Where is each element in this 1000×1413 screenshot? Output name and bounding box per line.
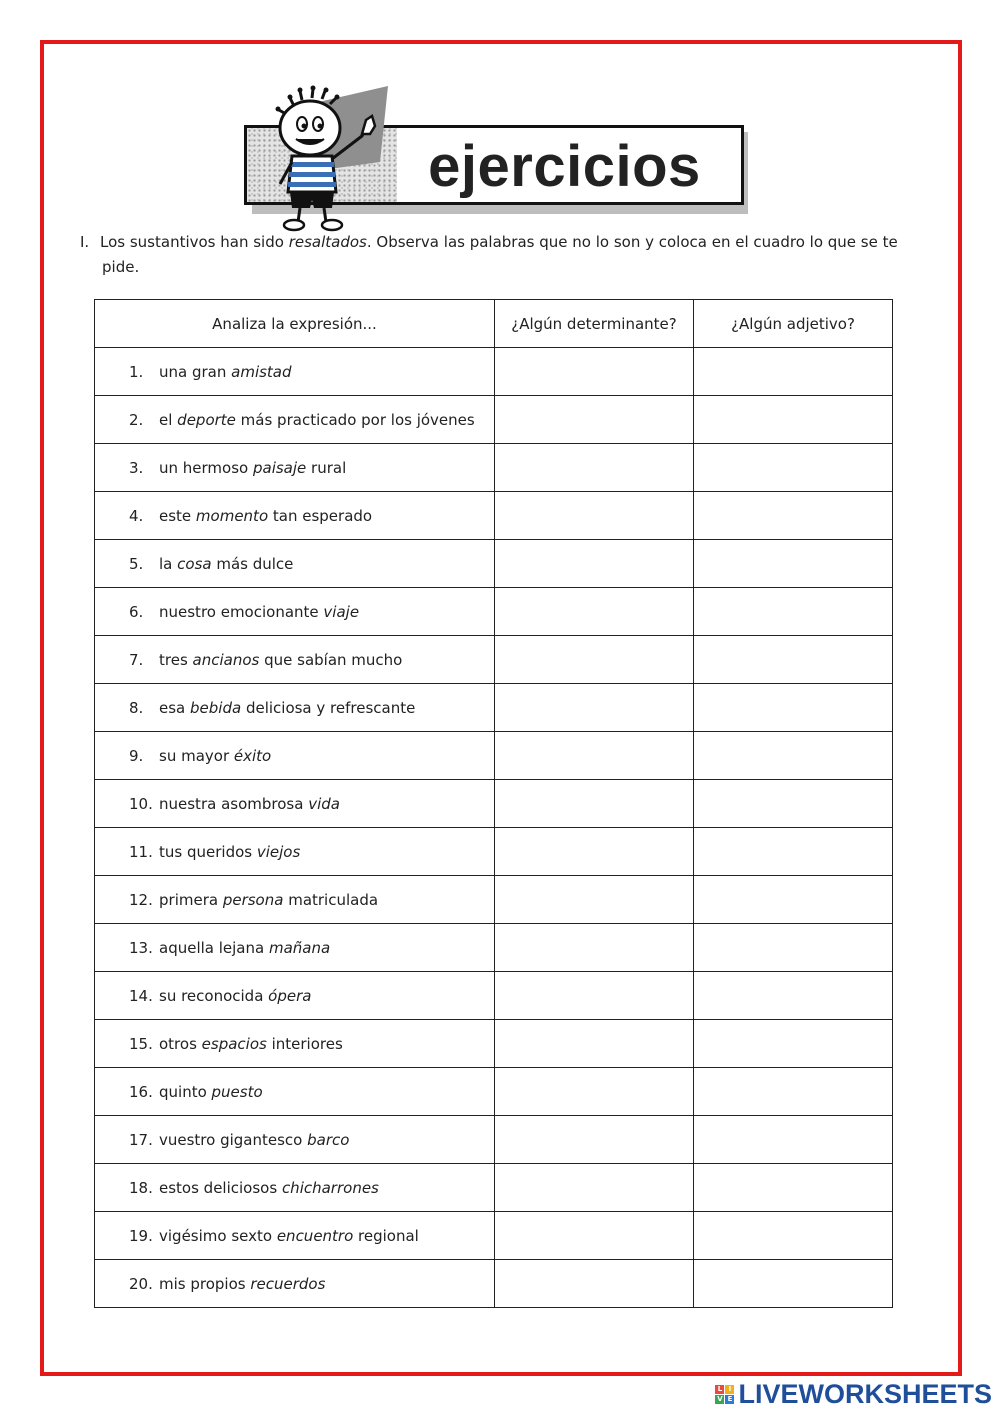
expression-pre: nuestra asombrosa [159,794,309,813]
expression-cell [95,1068,495,1116]
header-expression: Analiza la expresión... [95,300,495,348]
expression-cell [95,444,495,492]
table-row [95,1164,893,1212]
expression-cell [95,1164,495,1212]
expression-pre: tus queridos [159,842,257,861]
expression-cell [95,1020,495,1068]
table-row [95,492,893,540]
expression-post: más practicado por los jóvenes [235,410,475,429]
expression-pre: esa [159,698,191,717]
row-number: 1. [129,362,144,381]
table-row [95,540,893,588]
adjective-answer-cell[interactable] [694,1212,893,1260]
row-number: 14. [129,986,153,1005]
determiner-answer-cell[interactable] [495,732,694,780]
expression-post: más dulce [211,554,294,573]
table-row [95,972,893,1020]
determiner-answer-cell[interactable] [495,1164,694,1212]
adjective-answer-cell[interactable] [694,684,893,732]
expression-cell [95,492,495,540]
expression-post: interiores [266,1034,343,1053]
expression-pre: tres [159,650,193,669]
adjective-answer-cell[interactable] [694,1068,893,1116]
table-row [95,1116,893,1164]
expression-cell [95,828,495,876]
expression-noun: amistad [231,362,292,381]
adjective-answer-cell[interactable] [694,1020,893,1068]
expression-noun: bebida [190,698,242,717]
row-number: 20. [129,1274,153,1293]
header-adjective: ¿Algún adjetivo? [694,300,893,348]
logo-letter: V [717,1394,723,1403]
table-row [95,828,893,876]
watermark-text: LIVEWORKSHEETS [738,1378,992,1409]
row-number: 9. [129,746,144,765]
adjective-answer-cell[interactable] [694,1260,893,1308]
expression-post: deliciosa y refrescante [241,698,416,717]
row-number: 7. [129,650,144,669]
expression-cell [95,636,495,684]
page-title: ejercicios [428,134,701,199]
determiner-answer-cell[interactable] [495,1116,694,1164]
row-number: 5. [129,554,144,573]
expression-pre: su reconocida [159,986,269,1005]
expression-post: que sabían mucho [259,650,403,669]
expression-pre: estos deliciosos [159,1178,282,1197]
expression-cell [95,924,495,972]
instruction-text-before: Los sustantivos han sido [100,233,289,251]
expression-cell [95,684,495,732]
determiner-answer-cell[interactable] [495,876,694,924]
expression-noun: encuentro [276,1226,354,1245]
table-row [95,924,893,972]
expression-pre: nuestro emocionante [159,602,324,621]
expression-pre: vigésimo sexto [159,1226,277,1245]
table-row [95,780,893,828]
expression-noun: paisaje [252,458,307,477]
table-row [95,876,893,924]
expression-cell [95,588,495,636]
expression-pre: aquella lejana [159,938,269,957]
expression-noun: persona [222,890,284,909]
header-determiner: ¿Algún determinante? [495,300,694,348]
expression-post: matriculada [283,890,379,909]
expression-cell [95,732,495,780]
expression-noun: mañana [268,938,331,957]
expression-cell [95,540,495,588]
table-row [95,1260,893,1308]
expression-pre: la [159,554,178,573]
expression-cell [95,1260,495,1308]
determiner-answer-cell[interactable] [495,636,694,684]
expression-post: rural [306,458,347,477]
expression-post: regional [353,1226,419,1245]
row-number: 18. [129,1178,153,1197]
instruction-italic: resaltados [288,233,367,251]
table-row [95,1212,893,1260]
determiner-answer-cell[interactable] [495,924,694,972]
instruction-line-2: pide. [102,258,140,276]
liveworksheets-logo-icon [715,1385,734,1404]
expression-noun: puesto [211,1082,263,1101]
expression-noun: deporte [177,410,236,429]
logo-letter: E [725,1395,734,1404]
expression-cell [95,876,495,924]
expression-noun: espacios [201,1034,267,1053]
determiner-answer-cell[interactable] [495,444,694,492]
row-number: 6. [129,602,144,621]
expression-noun: cosa [177,554,212,573]
determiner-answer-cell[interactable] [495,828,694,876]
adjective-answer-cell[interactable] [694,876,893,924]
expression-noun: ópera [268,986,312,1005]
adjective-answer-cell[interactable] [694,780,893,828]
row-number: 12. [129,890,153,909]
instruction-number: I. [80,233,90,251]
expression-pre: vuestro gigantesco [159,1130,308,1149]
determiner-answer-cell[interactable] [495,1212,694,1260]
expression-noun: ancianos [192,650,260,669]
exercise-table [94,299,893,1308]
expression-pre: quinto [159,1082,212,1101]
expression-noun: viaje [323,602,360,621]
adjective-answer-cell[interactable] [694,540,893,588]
table-row [95,396,893,444]
adjective-answer-cell[interactable] [694,588,893,636]
table-row [95,1068,893,1116]
row-number: 3. [129,458,144,477]
row-number: 10. [129,794,153,813]
row-number: 17. [129,1130,153,1149]
logo-letter: L [715,1385,724,1394]
determiner-answer-cell[interactable] [495,684,694,732]
expression-noun: chicharrones [281,1178,379,1197]
adjective-answer-cell[interactable] [694,492,893,540]
expression-cell [95,972,495,1020]
logo-letter: I [725,1385,734,1394]
determiner-answer-cell[interactable] [495,492,694,540]
table-row [95,732,893,780]
table-row [95,588,893,636]
expression-pre: mis propios [159,1274,251,1293]
expression-noun: momento [195,506,269,525]
instruction-text-after: . Observa las palabras que no lo son y coloca en el cuadro lo que se te [366,233,898,251]
row-number: 15. [129,1034,153,1053]
adjective-answer-cell[interactable] [694,924,893,972]
determiner-answer-cell[interactable] [495,1260,694,1308]
adjective-answer-cell[interactable] [694,444,893,492]
row-number: 19. [129,1226,153,1245]
table-row [95,444,893,492]
expression-noun: vida [308,794,340,813]
determiner-answer-cell[interactable] [495,348,694,396]
determiner-answer-cell[interactable] [495,1068,694,1116]
expression-pre: su mayor [159,746,234,765]
expression-noun: barco [307,1130,350,1149]
liveworksheets-watermark [715,1379,992,1409]
expression-cell [95,396,495,444]
adjective-answer-cell[interactable] [694,972,893,1020]
adjective-answer-cell[interactable] [694,828,893,876]
expression-cell [95,1116,495,1164]
expression-pre: el [159,410,178,429]
expression-post: tan esperado [268,506,373,525]
expression-noun: recuerdos [250,1274,326,1293]
adjective-answer-cell[interactable] [694,1164,893,1212]
determiner-answer-cell[interactable] [495,396,694,444]
table-row [95,684,893,732]
table-row [95,1020,893,1068]
row-number: 2. [129,410,144,429]
determiner-answer-cell[interactable] [495,588,694,636]
expression-noun: éxito [233,746,272,765]
determiner-answer-cell[interactable] [495,972,694,1020]
expression-pre: primera [159,890,223,909]
adjective-answer-cell[interactable] [694,1116,893,1164]
adjective-answer-cell[interactable] [694,636,893,684]
expression-pre: otros [159,1034,202,1053]
expression-cell [95,780,495,828]
determiner-answer-cell[interactable] [495,780,694,828]
table-row [95,636,893,684]
expression-cell [95,348,495,396]
row-number: 8. [129,698,144,717]
adjective-answer-cell[interactable] [694,732,893,780]
determiner-answer-cell[interactable] [495,540,694,588]
expression-cell [95,1212,495,1260]
row-number: 4. [129,506,144,525]
expression-pre: una gran [159,362,232,381]
determiner-answer-cell[interactable] [495,1020,694,1068]
row-number: 16. [129,1082,153,1101]
cartoon-kid-mascot [262,84,394,234]
adjective-answer-cell[interactable] [694,348,893,396]
table-header-row [95,300,893,348]
expression-pre: un hermoso [159,458,253,477]
table-row [95,348,893,396]
expression-pre: este [159,506,196,525]
instruction-text [80,230,930,280]
row-number: 13. [129,938,153,957]
row-number: 11. [129,842,153,861]
expression-noun: viejos [256,842,301,861]
adjective-answer-cell[interactable] [694,396,893,444]
